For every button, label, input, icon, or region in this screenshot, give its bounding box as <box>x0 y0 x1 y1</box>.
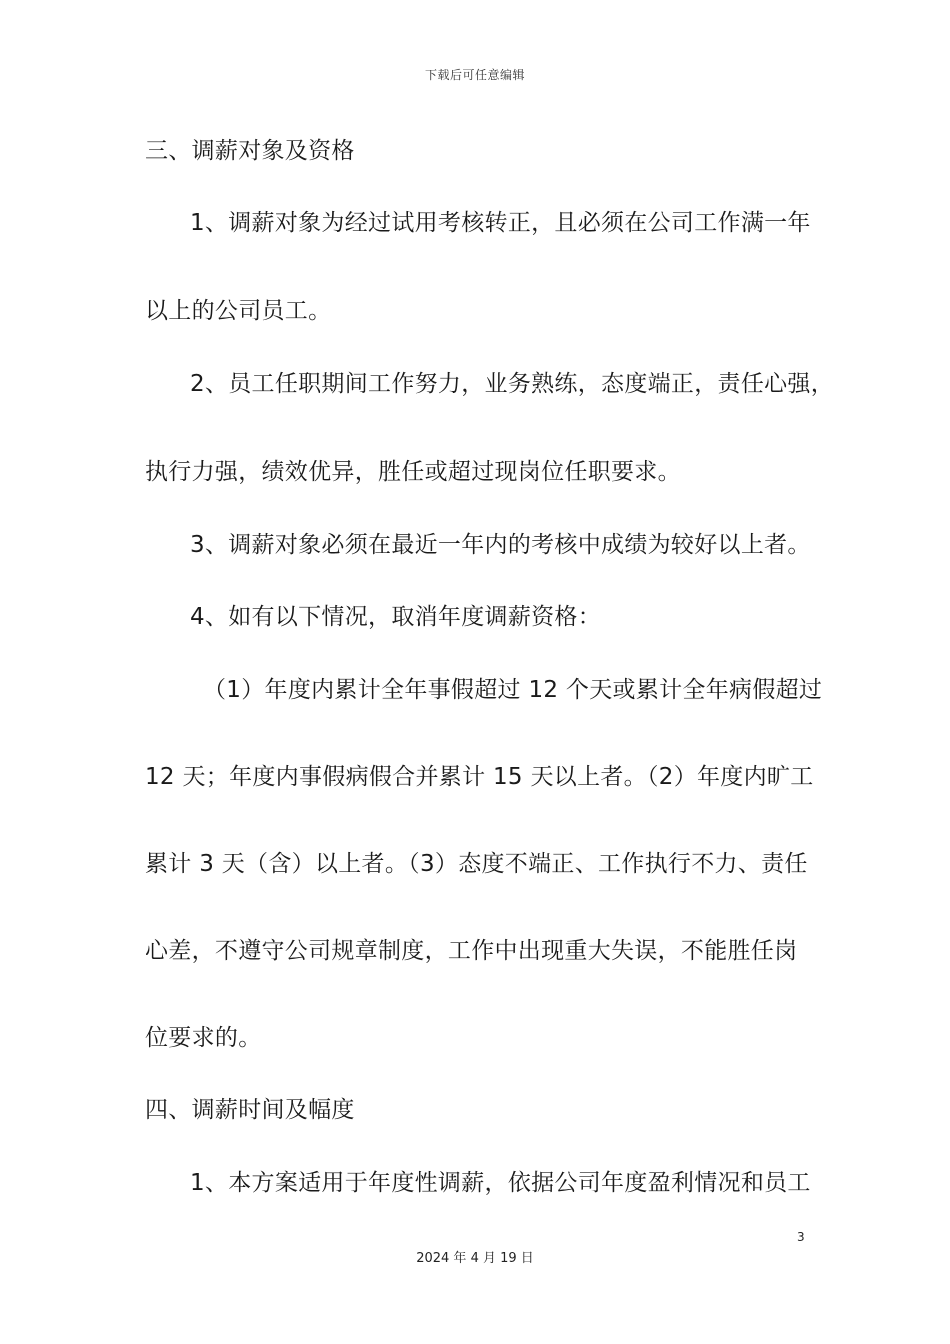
paragraph-line: 执行力强，绩效优异，胜任或超过现岗位任职要求。 <box>145 459 681 485</box>
section-heading: 四、调薪时间及幅度 <box>145 1097 355 1123</box>
paragraph-line: 1、调薪对象为经过试用考核转正，且必须在公司工作满一年 <box>190 210 811 236</box>
page-number: 3 <box>797 1230 805 1244</box>
paragraph-line: 心差，不遵守公司规章制度，工作中出现重大失误，不能胜任岗 <box>145 938 798 964</box>
section-heading: 三、调薪对象及资格 <box>145 138 355 164</box>
paragraph-line: 3、调薪对象必须在最近一年内的考核中成绩为较好以上者。 <box>190 532 811 558</box>
paragraph-line: 12 天；年度内事假病假合并累计 15 天以上者。（2）年度内旷工 <box>145 764 814 790</box>
paragraph-line: 2、员工任职期间工作努力，业务熟练，态度端正，责任心强， <box>190 371 835 397</box>
paragraph-line: 位要求的。 <box>145 1025 262 1051</box>
page-header: 下载后可任意编辑 <box>424 68 525 82</box>
paragraph-line: 1、本方案适用于年度性调薪，依据公司年度盈利情况和员工 <box>190 1170 811 1196</box>
paragraph-line: （1）年度内累计全年事假超过 12 个天或累计全年病假超过 <box>203 677 823 703</box>
footer-date: 2024 年 4 月 19 日 <box>416 1251 534 1266</box>
paragraph-line: 4、如有以下情况，取消年度调薪资格： <box>190 604 602 630</box>
paragraph-line: 以上的公司员工。 <box>145 298 332 324</box>
paragraph-line: 累计 3 天（含）以上者。（3）态度不端正、工作执行不力、责任 <box>145 851 808 877</box>
